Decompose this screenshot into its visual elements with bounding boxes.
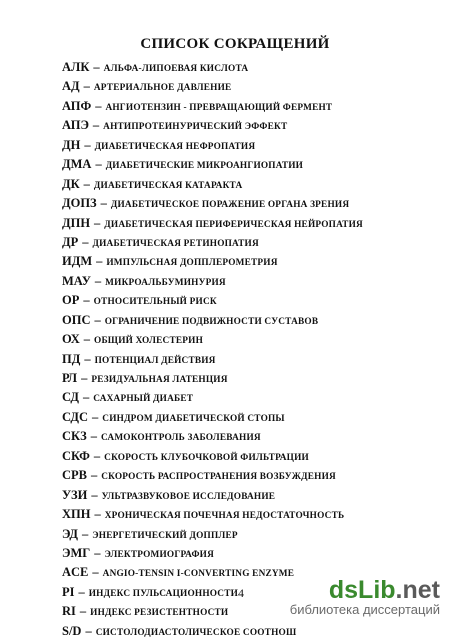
dash-separator: – [94,545,101,560]
dash-separator: – [84,351,91,366]
dash-separator: – [84,137,91,152]
dash-separator: – [92,565,99,580]
definition: СКОРОСТЬ РАСПРОСТРАНЕНИЯ ВОЗБУЖДЕНИЯ [101,472,336,483]
abbreviation: ДПН [62,215,91,230]
page-title: СПИСОК СОКРАЩЕНИЙ [140,36,330,52]
definition: АЛЬФА-ЛИПОЕВАЯ КИСЛОТА [103,64,249,74]
definition: ИНДЕКС ПУЛЬСАЦИОННОСТИ [88,588,239,599]
abbreviation: РЛ [62,371,78,385]
definition: ХРОНИЧЕСКАЯ ПОЧЕЧНАЯ НЕДОСТАТОЧНОСТЬ [104,511,345,522]
watermark-logo [290,578,440,603]
definition: УЛЬТРАЗВУКОВОЕ ИССЛЕДОВАНИЕ [101,491,276,502]
abbreviation: ИДМ [62,254,93,269]
abbreviation: АЛК [62,60,90,74]
dash-separator: – [95,157,102,172]
abbreviation: СКФ [62,448,90,463]
list-item [62,465,422,484]
abbreviation: PI [62,584,75,599]
dash-separator: – [83,390,90,405]
watermark-logo-ds: ds [328,576,359,604]
list-item [62,426,422,445]
watermark-logo-lib: Lib [358,576,396,604]
dash-separator: – [82,526,89,541]
abbreviation: ДР [62,234,79,249]
definition: ОБЩИЙ ХОЛЕСТЕРИН [94,336,204,347]
definition: ДИАБЕТИЧЕСКАЯ КАТАРАКТА [93,180,243,191]
list-item [62,213,422,232]
definition: АНГИОТЕНЗИН - ПРЕВРАЩАЮЩИЙ ФЕРМЕНТ [105,102,333,113]
abbreviation: СД [62,390,80,405]
list-item [62,504,422,523]
list-item [62,290,422,309]
abbreviation: ЭД [62,526,79,541]
list-item [62,446,422,465]
dash-separator: – [92,118,100,133]
list-item [62,76,422,95]
list-item [62,271,422,290]
definition: СИСТОЛОДИАСТОЛИЧЕСКОЕ СООТНОШ [95,627,297,638]
dash-separator: – [95,98,102,113]
list-item [62,232,422,251]
page-number: 4 [238,586,244,600]
list-item [62,407,422,426]
abbreviation: RI [62,604,76,619]
dash-separator: – [94,312,101,327]
definition: СИНДРОМ ДИАБЕТИЧЕСКОЙ СТОПЫ [102,413,285,424]
definition: ДИАБЕТИЧЕСКИЕ МИКРОАНГИОПАТИИ [105,161,304,172]
list-item [62,485,422,504]
dash-separator: – [93,60,100,74]
abbreviation: ХПН [62,507,91,522]
abbreviation-list [62,57,422,640]
dash-separator: – [82,234,89,249]
list-item [62,349,422,368]
list-item [62,96,422,115]
watermark-logo-net: .net [395,576,440,604]
watermark-subtitle: библиотека диссертаций [289,602,440,617]
list-item [62,329,422,348]
abbreviation: ПД [62,351,81,366]
definition: ОТНОСИТЕЛЬНЫЙ РИСК [93,297,217,308]
list-item [62,57,422,76]
abbreviation: СДС [62,409,89,424]
dash-separator: – [83,293,90,308]
definition: МИКРОАЛЬБУМИНУРИЯ [105,277,226,288]
dash-separator: – [94,215,101,230]
abbreviation: ДН [62,137,81,152]
list-item [62,621,422,640]
abbreviation: S/D [62,623,82,638]
abbreviation: ДОПЗ [62,196,97,211]
definition: САМОКОНТРОЛЬ ЗАБОЛЕВАНИЯ [100,433,261,444]
definition: ПОТЕНЦИАЛ ДЕЙСТВИЯ [94,355,216,366]
dash-separator: – [91,468,98,483]
list-item [62,135,422,154]
definition: ЭНЕРГЕТИЧЕСКИЙ ДОППЛЕР [92,530,238,541]
list-item [62,251,422,270]
dash-separator: – [94,273,102,288]
definition: ОГРАНИЧЕНИЕ ПОДВИЖНОСТИ СУСТАВОВ [104,316,319,327]
dash-separator: – [90,429,97,444]
list-item [62,193,422,212]
definition: ANGIO-TENSIN I-CONVERTING ENZYME [102,569,295,580]
list-item [62,174,422,193]
definition: ИМПУЛЬСНАЯ ДОППЛЕРОМЕТРИЯ [106,258,278,269]
dash-separator: – [83,79,90,94]
list-item [62,543,422,562]
definition: ИНДЕКС РЕЗИСТЕНТНОСТИ [90,608,229,619]
abbreviation: МАУ [62,273,91,288]
abbreviation: ДМА [62,157,92,172]
definition: ЭЛЕКТРОМИОГРАФИЯ [104,549,215,560]
dash-separator: – [85,623,92,638]
abbreviation: АПЭ [62,118,89,133]
definition: ДИАБЕТИЧЕСКАЯ НЕФРОПАТИЯ [94,141,256,152]
list-item [62,310,422,329]
abbreviation: ОР [62,293,80,308]
dash-separator: – [91,487,98,502]
abbreviation: УЗИ [62,487,88,502]
definition: ДИАБЕТИЧЕСКАЯ РЕТИНОПАТИЯ [92,238,259,249]
abbreviation: ACE [62,565,89,580]
definition: АНТИПРОТЕИНУРИЧЕСКИЙ ЭФФЕКТ [103,122,288,133]
dash-separator: – [83,176,90,191]
abbreviation: ОХ [62,332,80,347]
abbreviation: АПФ [62,98,92,113]
dash-separator: – [96,254,103,269]
list-item [62,154,422,173]
dash-separator: – [83,332,91,347]
definition: СКОРОСТЬ КЛУБОЧКОВОЙ ФИЛЬТРАЦИИ [104,452,309,463]
dash-separator: – [94,507,101,522]
list-item [62,115,422,134]
abbreviation: СКЗ [62,429,87,444]
definition: ДИАБЕТИЧЕСКАЯ ПЕРИФЕРИЧЕСКАЯ НЕЙРОПАТИЯ [104,219,363,230]
abbreviation: АД [62,79,80,94]
dash-separator: – [100,196,107,211]
dash-separator: – [78,584,85,599]
definition: САХАРНЫЙ ДИАБЕТ [93,394,194,405]
dash-separator: – [79,604,87,619]
dash-separator: – [81,371,88,385]
watermark [290,578,440,617]
abbreviation: СРВ [62,468,87,483]
abbreviation: ЭМГ [62,545,91,560]
definition: ДИАБЕТИЧЕСКОЕ ПОРАЖЕНИЕ ОРГАНА ЗРЕНИЯ [110,200,350,211]
dash-separator: – [92,409,99,424]
dash-separator: – [93,448,101,463]
list-item [62,368,422,387]
list-item [62,524,422,543]
abbreviation: ДК [62,176,80,191]
abbreviation: ОПС [62,312,91,327]
list-item [62,387,422,406]
definition: РЕЗИДУАЛЬНАЯ ЛАТЕНЦИЯ [91,375,228,385]
definition: АРТЕРИАЛЬНОЕ ДАВЛЕНИЕ [93,83,232,94]
